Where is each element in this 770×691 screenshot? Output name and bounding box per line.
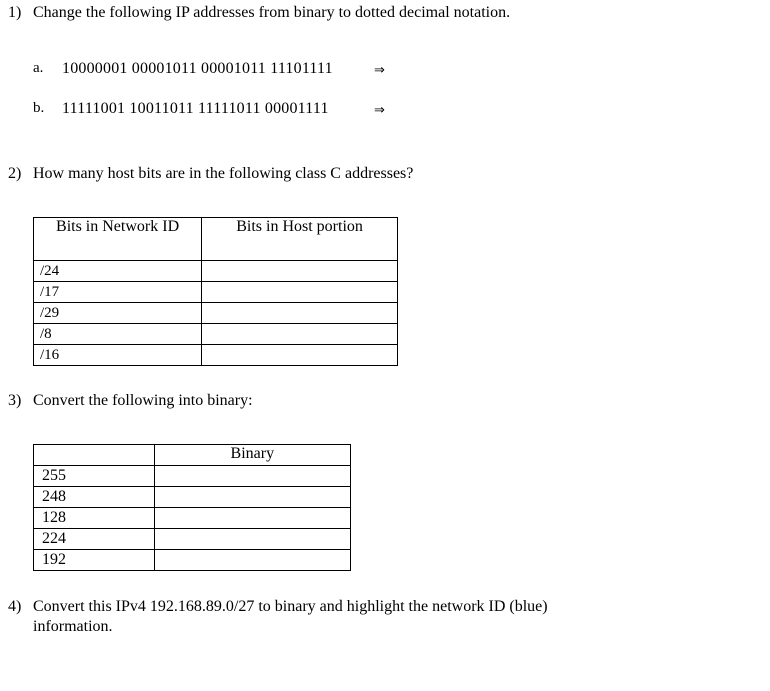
decimal-value-cell: 192 — [34, 550, 155, 571]
binary-header-blank — [34, 445, 155, 466]
question-4-text-line-1: Convert this IPv4 192.168.89.0/27 to binary and highlight the network ID (blue) — [33, 598, 548, 615]
table-row — [34, 282, 398, 303]
table-row — [34, 261, 398, 282]
question-1a-arrow-icon: ⇒ — [374, 63, 385, 78]
host-bits-header-network-id: Bits in Network ID — [34, 218, 202, 261]
question-1-text: Change the following IP addresses from binary to dotted decimal notation. — [33, 4, 511, 21]
binary-header-binary: Binary — [154, 445, 350, 466]
table-row — [34, 487, 351, 508]
host-bits-table-header-row — [34, 218, 398, 261]
decimal-value-cell: 248 — [34, 487, 155, 508]
table-row — [34, 529, 351, 550]
host-portion-answer-cell[interactable] — [202, 282, 398, 303]
question-4-text-line-2: information. — [33, 618, 113, 635]
network-id-cell: /16 — [34, 345, 202, 366]
question-1a-letter: a. — [33, 60, 44, 76]
host-bits-table — [33, 217, 398, 366]
binary-conversion-table — [33, 444, 351, 571]
network-id-cell: /24 — [34, 261, 202, 282]
binary-answer-cell[interactable] — [154, 466, 350, 487]
network-id-cell: /17 — [34, 282, 202, 303]
binary-table-header-row — [34, 445, 351, 466]
decimal-value-cell: 128 — [34, 508, 155, 529]
decimal-value-cell: 255 — [34, 466, 155, 487]
host-portion-answer-cell[interactable] — [202, 261, 398, 282]
question-1b-letter: b. — [33, 100, 45, 116]
network-id-cell: /29 — [34, 303, 202, 324]
binary-answer-cell[interactable] — [154, 508, 350, 529]
question-3-text: Convert the following into binary: — [33, 392, 253, 409]
table-row — [34, 508, 351, 529]
binary-answer-cell[interactable] — [154, 550, 350, 571]
question-1a-binary: 10000001 00001011 00001011 11101111 — [62, 60, 333, 77]
table-row — [34, 324, 398, 345]
question-2-number: 2) — [8, 165, 22, 182]
question-1b-arrow-icon: ⇒ — [374, 103, 385, 118]
binary-answer-cell[interactable] — [154, 487, 350, 508]
network-id-cell: /8 — [34, 324, 202, 345]
table-row — [34, 466, 351, 487]
question-1-number: 1) — [8, 4, 22, 21]
host-portion-answer-cell[interactable] — [202, 324, 398, 345]
question-3-number: 3) — [8, 392, 22, 409]
question-2-text: How many host bits are in the following class C addresses? — [33, 165, 414, 182]
table-row — [34, 303, 398, 324]
host-bits-header-host-portion: Bits in Host portion — [202, 218, 398, 261]
decimal-value-cell: 224 — [34, 529, 155, 550]
binary-answer-cell[interactable] — [154, 529, 350, 550]
question-1b-binary: 11111001 10011011 11111011 00001111 — [62, 100, 329, 117]
host-portion-answer-cell[interactable] — [202, 303, 398, 324]
table-row — [34, 550, 351, 571]
question-4-number: 4) — [8, 598, 22, 615]
host-portion-answer-cell[interactable] — [202, 345, 398, 366]
table-row — [34, 345, 398, 366]
